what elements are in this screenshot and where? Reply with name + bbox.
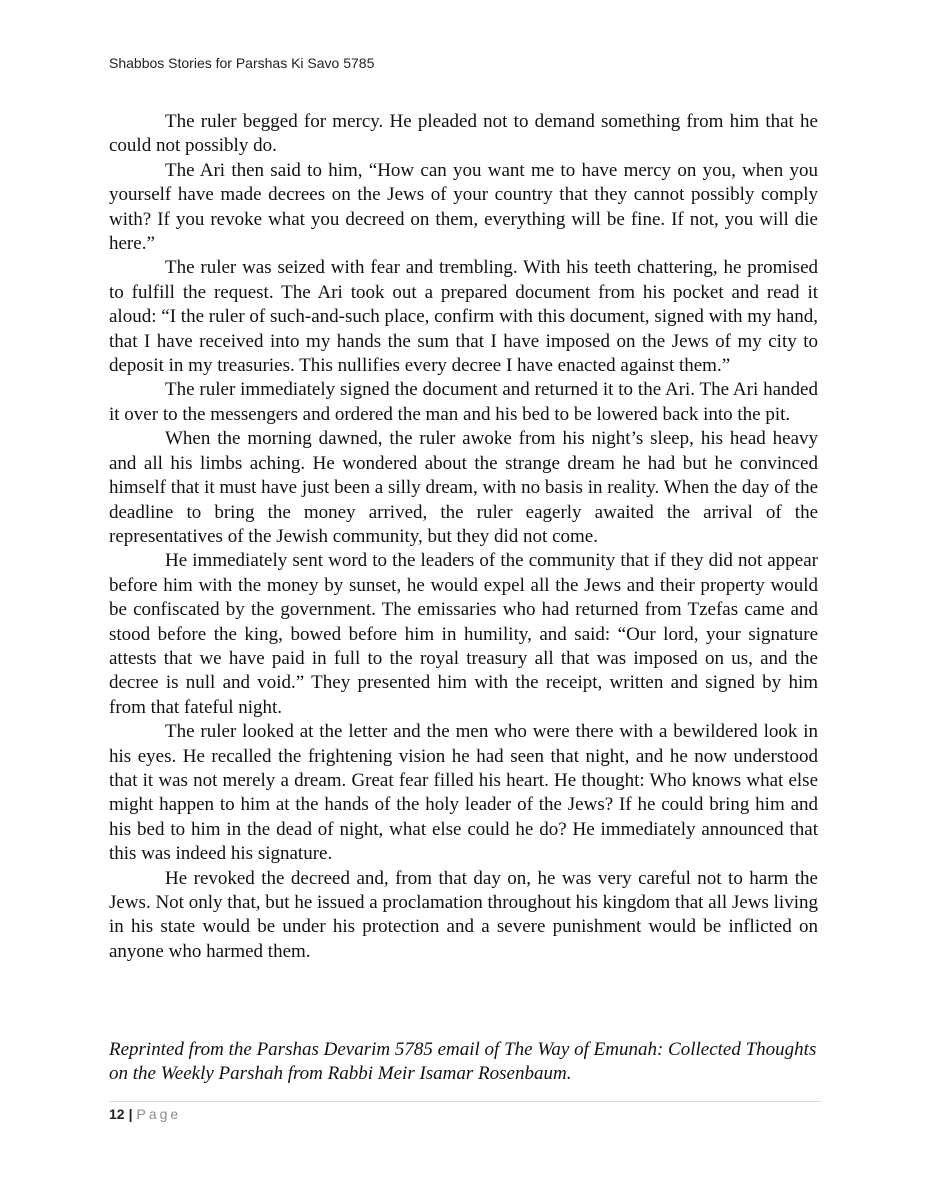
paragraph: The ruler begged for mercy. He pleaded not to demand something from him that he could not possibly do. [109, 111, 818, 157]
page-footer [109, 1106, 181, 1122]
footer-divider [109, 1101, 821, 1102]
running-header: Shabbos Stories for Parshas Ki Savo 5785 [109, 55, 375, 71]
paragraph: He revoked the decreed and, from that day on, he was very careful not to harm the Jews. Not only that, but he issued a proclamation throughout his kingdom that all Jews living in his state would be under his protection and a severe punishment would be inflicted on anyone who harmed them. [109, 867, 818, 962]
page-number: 12 [109, 1106, 125, 1122]
paragraph: The ruler looked at the letter and the men who were there with a bewildered look in his eyes. He recalled the frightening vision he had seen that night, and he now understood that it was not merely a dream. Great fear filled his heart. He thought: Who knows what else might happen to him at the hands of the holy leader of the Jews? If he could bring him and his bed to him in the dead of night, what else could he do? He immediately announced that this was indeed his signature. [109, 721, 818, 865]
reprint-attribution: Reprinted from the Parshas Devarim 5785 email of The Way of Emunah: Collected Thoughts on the Weekly Parshah from Rabbi Meir Isamar Rosenbaum. [109, 1039, 817, 1085]
paragraph: The ruler was seized with fear and trembling. With his teeth chattering, he promised to fulfill the request. The Ari took out a prepared document from his pocket and read it aloud: “I the ruler of such-and-such place, confirm with this document, signed with my hand, that I have received into my hands the sum that I have imposed on the Jews of my city to deposit in my treasuries. This nullifies every decree I have enacted against them.” [109, 257, 818, 377]
footer-separator: | [128, 1106, 133, 1122]
story-body [109, 110, 818, 964]
paragraph: He immediately sent word to the leaders of the community that if they did not appear before him with the money by sunset, he would expel all the Jews and their property would be confiscated by the government. The emissaries who had returned from Tzefas came and stood before the king, bowed before him in humility, and said: “Our lord, your signature attests that we have paid in full to the royal treasury all that was imposed on us, and the decree is null and void.” They presented him with the receipt, written and signed by him from that fateful night. [109, 550, 818, 718]
paragraph: The ruler immediately signed the document and returned it to the Ari. The Ari handed it over to the messengers and ordered the man and his bed to be lowered back into the pit. [109, 379, 818, 425]
page-label: Page [136, 1106, 182, 1122]
paragraph: The Ari then said to him, “How can you want me to have mercy on you, when you yourself have made decrees on the Jews of your country that they cannot possibly comply with? If you revoke what you decreed on them, everything will be fine. If not, you will die here.” [109, 159, 818, 255]
paragraph: When the morning dawned, the ruler awoke from his night’s sleep, his head heavy and all his limbs aching. He wondered about the strange dream he had but he convinced himself that it must have just been a silly dream, with no basis in reality. When the day of the deadline to bring the money arrived, the ruler eagerly awaited the arrival of the representatives of the Jewish community, but they did not come. [109, 428, 818, 547]
